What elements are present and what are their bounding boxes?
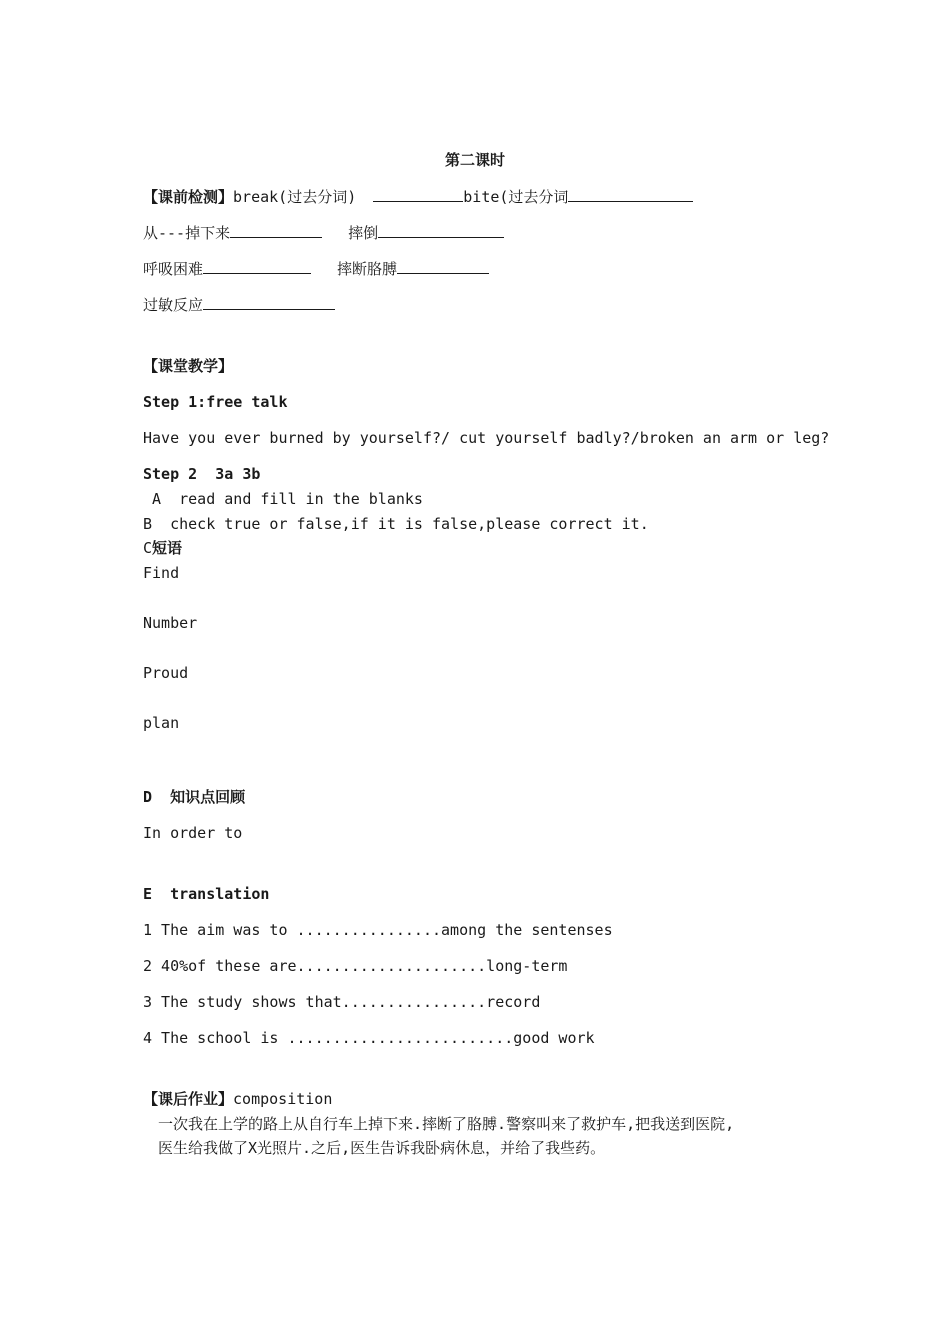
pretest-row-1 [143,187,693,207]
homework-topic: composition [233,1090,333,1108]
blank-field [568,187,693,202]
section-d-label: 知识点回顾 [170,788,246,806]
pretest-row-4 [143,295,335,315]
section-c-heading [143,538,182,558]
section-d-item: In order to [143,824,243,842]
step1-question: Have you ever burned by yourself?/ cut yourself badly?/broken an arm or leg? [143,429,830,447]
blank-field [230,223,322,238]
blank-field [373,187,463,202]
translation-item: 1 The aim was to ................among the sentenses [143,921,613,939]
homework-text-line: 一次我在上学的路上从自行车上掉下来.摔断了胳膊.警察叫来了救护车,把我送到医院, [158,1115,735,1133]
section-d-letter: D [143,788,171,806]
blank-field [203,295,335,310]
phrase-item: Find [143,564,180,582]
blank-field [397,259,489,274]
step2-title: Step 2 3a 3b [143,465,261,483]
pretest-label: 【课前检测】 [143,188,234,206]
translation-item: 3 The study shows that................record [143,993,541,1011]
page-title: 第二课时 [444,151,505,169]
pretest-item-bite: bite(过去分词 [463,188,569,206]
phrase-item: plan [143,714,180,732]
pretest-item-break: break(过去分词) [233,188,357,206]
pretest-item-break-arm: 摔断胳膊 [337,260,398,278]
section-d-heading [143,787,245,807]
step2-b: B check true or false,if it is false,please correct it. [143,515,649,533]
classroom-label: 【课堂教学】 [143,357,234,375]
homework-heading [143,1089,332,1109]
section-c-letter: C [143,539,153,557]
pretest-row-2 [143,223,504,243]
pretest-item-allergy: 过敏反应 [143,296,204,314]
homework-text-line: 医生给我做了X光照片.之后,医生告诉我卧病休息，并给了我些药。 [158,1139,606,1157]
translation-item: 2 40%of these are.....................long-term [143,957,568,975]
pretest-item-fall-down: 摔倒 [348,224,379,242]
pretest-item-breathing: 呼吸困难 [143,260,204,278]
phrase-item: Number [143,614,198,632]
phrase-item: Proud [143,664,189,682]
blank-field [378,223,504,238]
step2-a: A read and fill in the blanks [143,490,423,508]
section-c-label: 短语 [152,539,183,557]
translation-item: 4 The school is .........................good work [143,1029,595,1047]
step1-title: Step 1:free talk [143,393,288,411]
blank-field [203,259,311,274]
pretest-row-3 [143,259,489,279]
section-e-heading: E translation [143,885,270,903]
homework-label: 【课后作业】 [143,1090,234,1108]
pretest-item-fall-off: 从---掉下来 [143,224,231,242]
